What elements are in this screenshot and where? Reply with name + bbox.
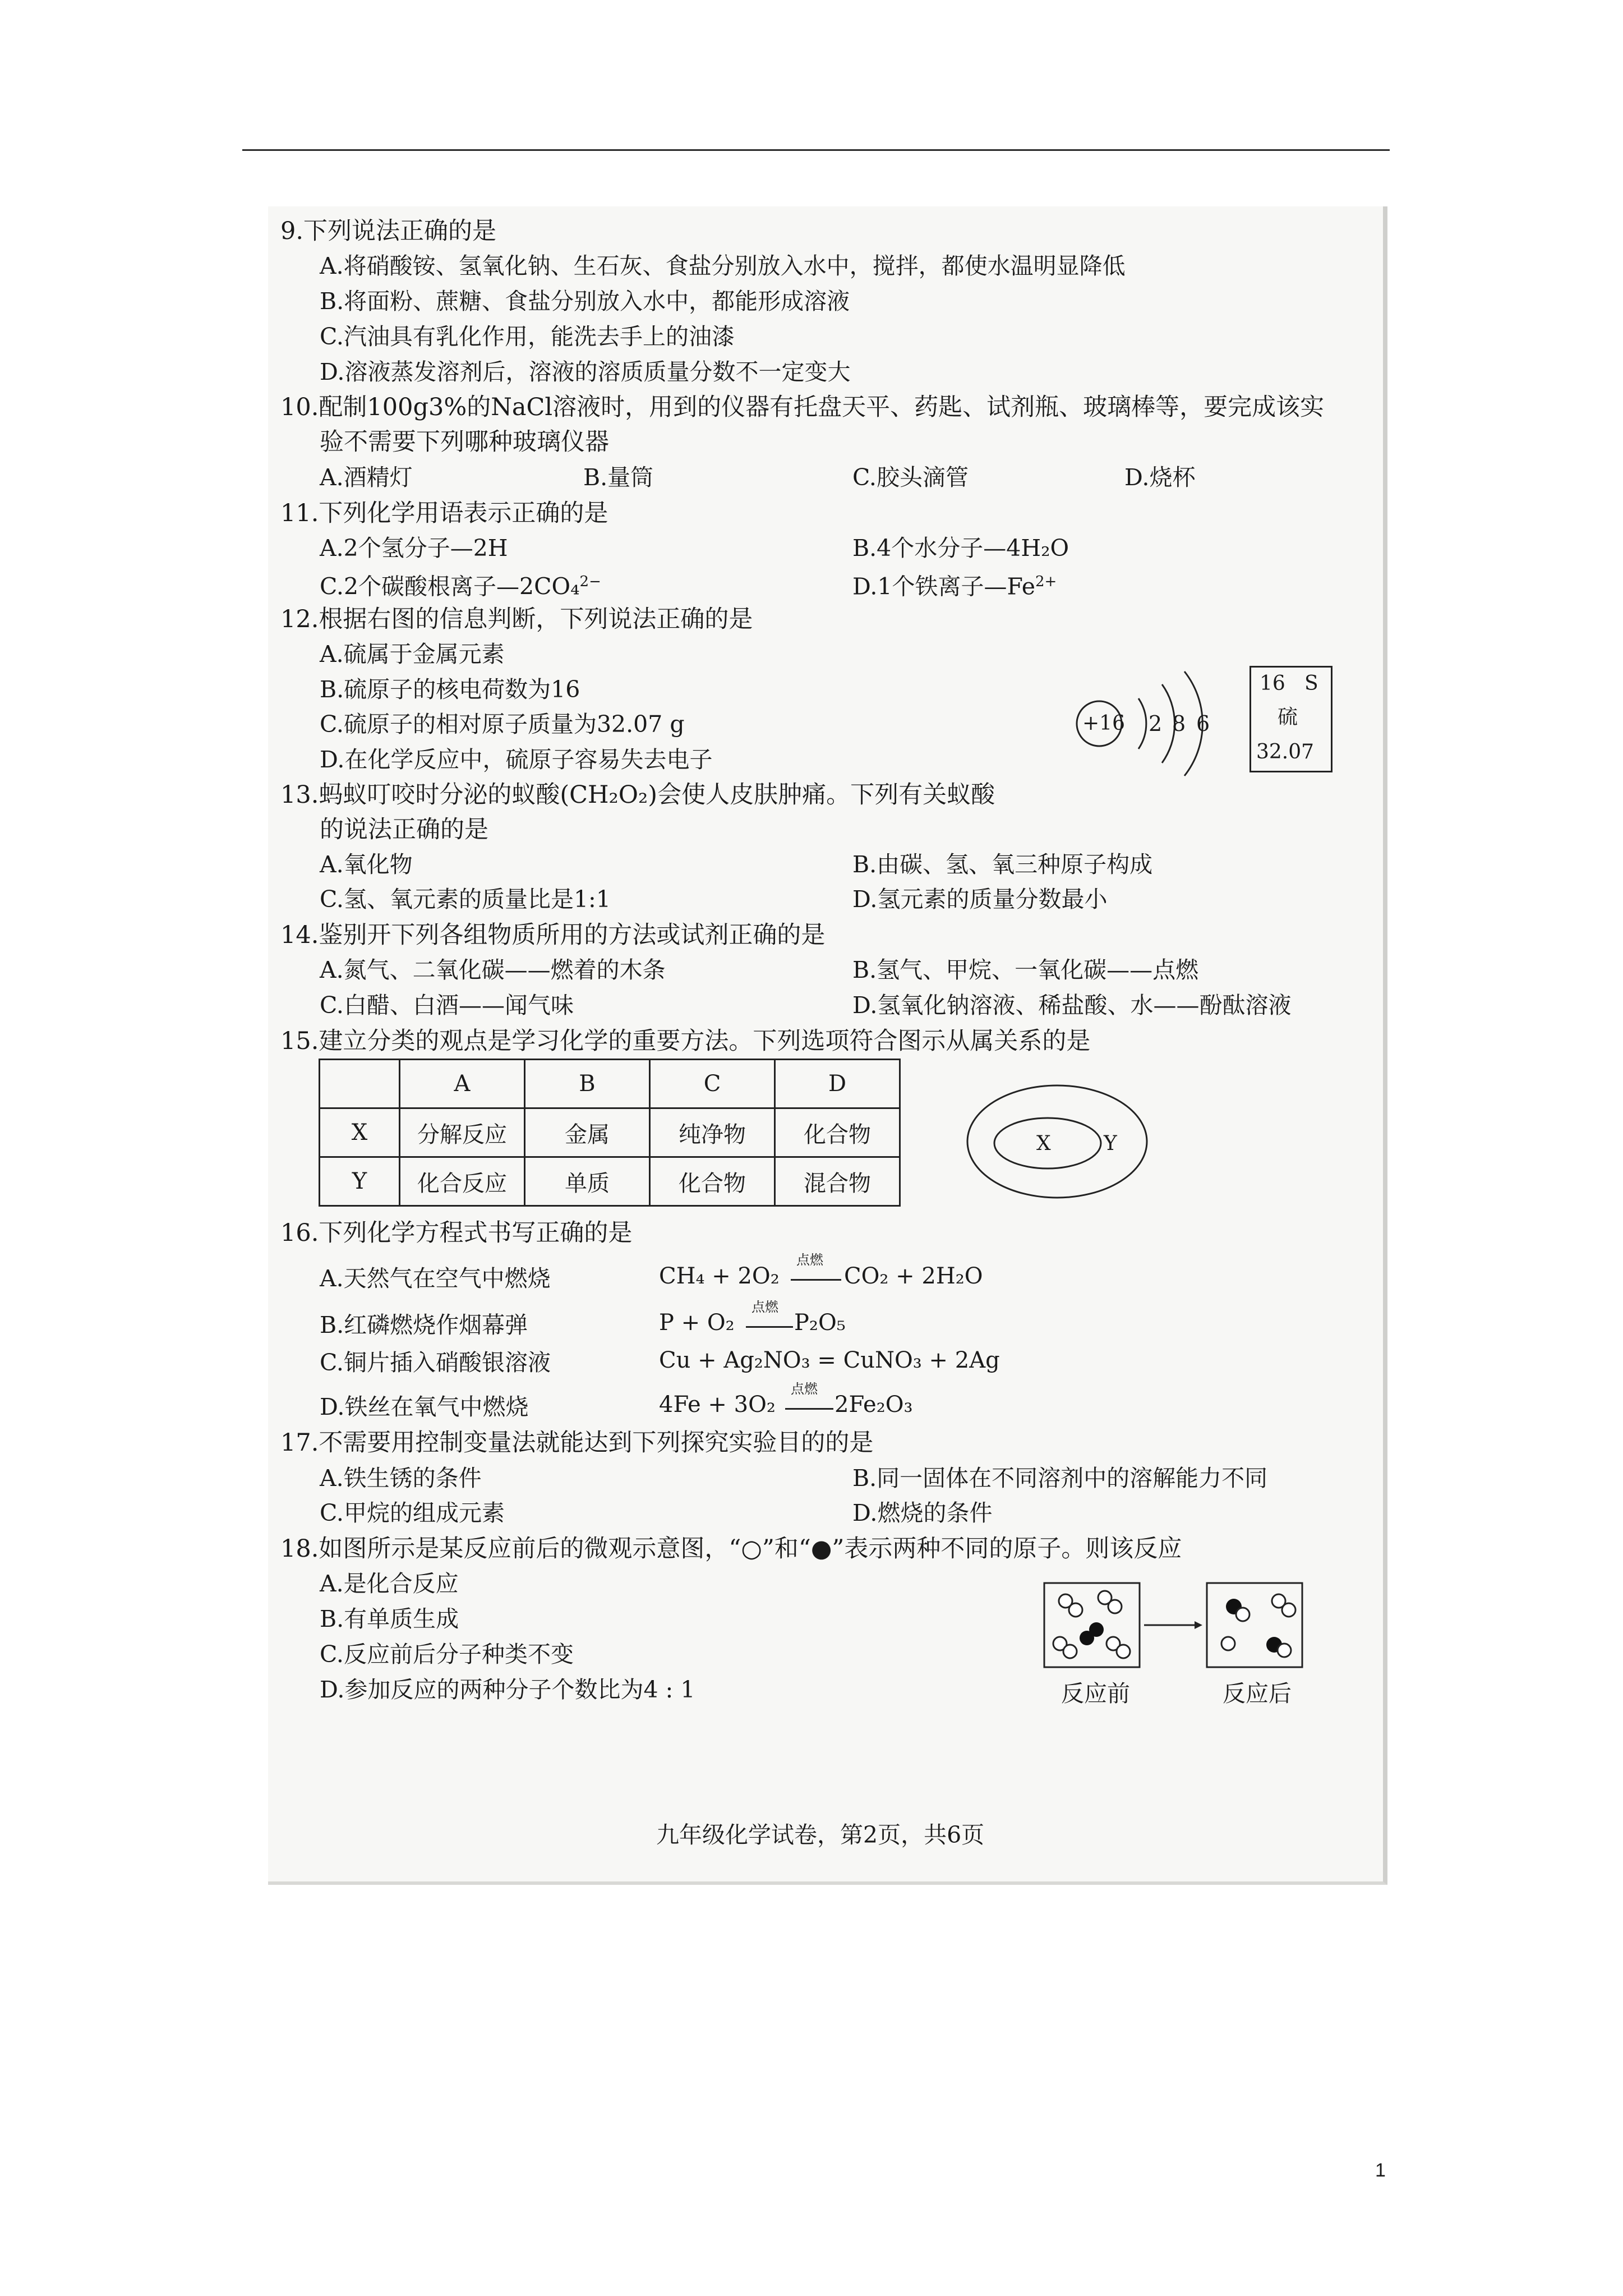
q17-option-d: D.燃烧的条件 (852, 1499, 993, 1526)
q11-option-c (320, 565, 601, 603)
atom-shell-2-count: 8 (1172, 711, 1186, 736)
atom-shell-3-count: 6 (1196, 711, 1210, 736)
q13-option-c: C.氢、氧元素的质量比是1:1 (320, 886, 611, 913)
q13-stem-cont: 的说法正确的是 (320, 816, 488, 844)
table-cell: C (650, 1060, 775, 1108)
element-atomic-mass: 32.07 (1256, 740, 1315, 763)
white-atom-icon (1236, 1608, 1249, 1621)
q10-option-a: A.酒精灯 (320, 464, 413, 491)
q11-option-b: B.4个水分子—4H₂O (852, 535, 1069, 562)
element-symbol: S (1304, 672, 1318, 695)
shell-arc-1 (1138, 698, 1146, 749)
header-rule (242, 149, 1390, 151)
q11-option-a: A.2个氢分子—2H (320, 535, 508, 562)
after-reaction-label: 反应后 (1223, 1680, 1292, 1707)
white-atom-icon (1278, 1644, 1291, 1657)
white-atom-icon (1282, 1603, 1295, 1617)
q12-option-a: A.硫属于金属元素 (320, 641, 505, 668)
q16-eq-c: Cu + Ag₂NO₃ = CuNO₃ + 2Ag (659, 1347, 1000, 1373)
q9-option-b: B.将面粉、蔗糖、食盐分别放入水中，都能形成溶液 (320, 288, 850, 315)
table-header-row (320, 1060, 900, 1108)
white-atom-icon (1063, 1645, 1077, 1658)
q14-option-d: D.氢氧化钠溶液、稀盐酸、水——酚酞溶液 (852, 992, 1292, 1019)
table-cell: A (400, 1060, 525, 1108)
q13-option-a: A.氧化物 (320, 851, 413, 878)
table-cell (320, 1060, 400, 1108)
diagram-label-y: Y (1104, 1132, 1117, 1155)
table-cell: D (775, 1060, 900, 1108)
atom-shell-1-count: 2 (1149, 711, 1163, 736)
q13-option-b: B.由碳、氢、氧三种原子构成 (852, 851, 1153, 878)
element-atomic-number: 16 (1260, 672, 1285, 695)
q16-eq-d-arrow (785, 1408, 833, 1410)
table-cell: X (320, 1108, 400, 1157)
q18-stem: 18.如图所示是某反应前后的微观示意图，“○”和“●”表示两种不同的原子。则该反应 (280, 1535, 1182, 1563)
q15-stem: 15.建立分类的观点是学习化学的重要方法。下列选项符合图示从属关系的是 (280, 1027, 1091, 1055)
q16-option-c: C.铜片插入硝酸银溶液 (320, 1349, 551, 1376)
white-atom-icon (1108, 1600, 1122, 1613)
q12-option-b: B.硫原子的核电荷数为16 (320, 676, 580, 703)
q16-option-d: D.铁丝在氧气中燃烧 (320, 1393, 529, 1420)
page-number: 1 (1375, 2160, 1386, 2181)
q17-option-a: A.铁生锈的条件 (320, 1465, 482, 1492)
q16-stem: 16.下列化学方程式书写正确的是 (280, 1219, 633, 1247)
q10-stem-cont: 验不需要下列哪种玻璃仪器 (320, 428, 609, 456)
q16-eq-a-arrow (791, 1279, 841, 1281)
q16-option-a: A.天然气在空气中燃烧 (320, 1265, 551, 1292)
q11-option-d-text: D.1个铁离子—Fe (852, 573, 1035, 600)
table-cell: Y (320, 1157, 400, 1206)
q14-option-c: C.白醋、白酒——闻气味 (320, 992, 574, 1019)
table-cell: 分解反应 (400, 1108, 525, 1157)
reaction-micro-diagram (1043, 1582, 1335, 1672)
q16-eq-a-condition: 点燃 (796, 1252, 823, 1268)
classification-table (319, 1059, 901, 1207)
table-cell: 纯净物 (650, 1108, 775, 1157)
q12-stem: 12.根据右图的信息判断，下列说法正确的是 (280, 605, 753, 633)
q11-option-c-charge: 2− (579, 573, 601, 590)
q18-option-a: A.是化合反应 (320, 1570, 459, 1597)
element-name: 硫 (1278, 706, 1298, 729)
q12-option-d: D.在化学反应中，硫原子容易失去电子 (320, 746, 713, 773)
q16-eq-d-condition: 点燃 (791, 1381, 818, 1397)
white-atom-icon (1117, 1645, 1130, 1658)
q10-stem: 10.配制100g3%的NaCl溶液时，用到的仪器有托盘天平、药匙、试剂瓶、玻璃棒等，要完成该实 (280, 393, 1325, 421)
table-cell: 混合物 (775, 1157, 900, 1206)
table-cell: B (525, 1060, 650, 1108)
q9-option-a: A.将硝酸铵、氢氧化钠、生石灰、食盐分别放入水中，搅拌，都使水温明显降低 (320, 252, 1126, 279)
q10-option-c: C.胶头滴管 (852, 464, 969, 491)
before-reaction-label: 反应前 (1061, 1680, 1130, 1707)
q14-option-a: A.氮气、二氧化碳——燃着的木条 (320, 956, 666, 983)
q16-eq-b-right: P₂O₅ (794, 1310, 846, 1336)
q12-option-c: C.硫原子的相对原子质量为32.07 g (320, 711, 685, 738)
atom-nucleus-charge: +16 (1082, 712, 1125, 735)
table-cell: 化合物 (650, 1157, 775, 1206)
q18-option-c: C.反应前后分子种类不变 (320, 1641, 574, 1668)
q11-stem: 11.下列化学用语表示正确的是 (280, 499, 608, 527)
table-row (320, 1108, 900, 1157)
q16-eq-a-right: CO₂ + 2H₂O (844, 1263, 983, 1289)
black-atom-icon (1080, 1631, 1094, 1645)
table-cell: 化合反应 (400, 1157, 525, 1206)
subset-ellipse-diagram (965, 1083, 1150, 1200)
table-row (320, 1157, 900, 1206)
q11-option-d-charge: 2+ (1035, 573, 1057, 590)
q9-option-c: C.汽油具有乳化作用，能洗去手上的油漆 (320, 323, 735, 350)
white-atom-icon (1069, 1603, 1082, 1617)
q16-eq-d-left: 4Fe + 3O₂ (659, 1392, 776, 1418)
table-cell: 化合物 (775, 1108, 900, 1157)
table-cell: 金属 (525, 1108, 650, 1157)
q13-option-d: D.氢元素的质量分数最小 (852, 886, 1108, 913)
q18-option-d: D.参加反应的两种分子个数比为4 : 1 (320, 1676, 695, 1703)
q16-eq-b-arrow (746, 1326, 793, 1328)
q10-option-d: D.烧杯 (1124, 464, 1196, 491)
q14-stem: 14.鉴别开下列各组物质所用的方法或试剂正确的是 (280, 921, 826, 949)
diagram-label-x: X (1036, 1132, 1051, 1155)
q11-option-c-text: C.2个碳酸根离子—2CO₄ (320, 573, 580, 600)
q10-option-b: B.量筒 (583, 464, 654, 491)
q16-eq-d-right: 2Fe₂O₃ (834, 1392, 913, 1418)
q16-eq-a-left: CH₄ + 2O₂ (659, 1263, 780, 1289)
q11-option-d (852, 565, 1057, 603)
q16-option-b: B.红磷燃烧作烟幕弹 (320, 1312, 528, 1338)
q9-stem: 9.下列说法正确的是 (280, 217, 497, 245)
white-atom-icon (1221, 1637, 1235, 1650)
q17-stem: 17.不需要用控制变量法就能达到下列探究实验目的的是 (280, 1429, 874, 1457)
q13-stem: 13.蚂蚁叮咬时分泌的蚁酸(CH₂O₂)会使人皮肤肿痛。下列有关蚁酸 (280, 781, 995, 809)
q16-eq-b-left: P + O₂ (659, 1310, 735, 1336)
arrow-head-icon (1195, 1621, 1202, 1629)
q14-option-b: B.氢气、甲烷、一氧化碳——点燃 (852, 956, 1199, 983)
q9-option-d: D.溶液蒸发溶剂后，溶液的溶质质量分数不一定变大 (320, 358, 851, 385)
table-cell: 单质 (525, 1157, 650, 1206)
q17-option-b: B.同一固体在不同溶剂中的溶解能力不同 (852, 1465, 1268, 1492)
q17-option-c: C.甲烷的组成元素 (320, 1499, 505, 1526)
q18-option-b: B.有单质生成 (320, 1605, 459, 1632)
page-footer: 九年级化学试卷，第2页，共6页 (656, 1821, 985, 1848)
q16-eq-b-condition: 点燃 (751, 1299, 778, 1315)
